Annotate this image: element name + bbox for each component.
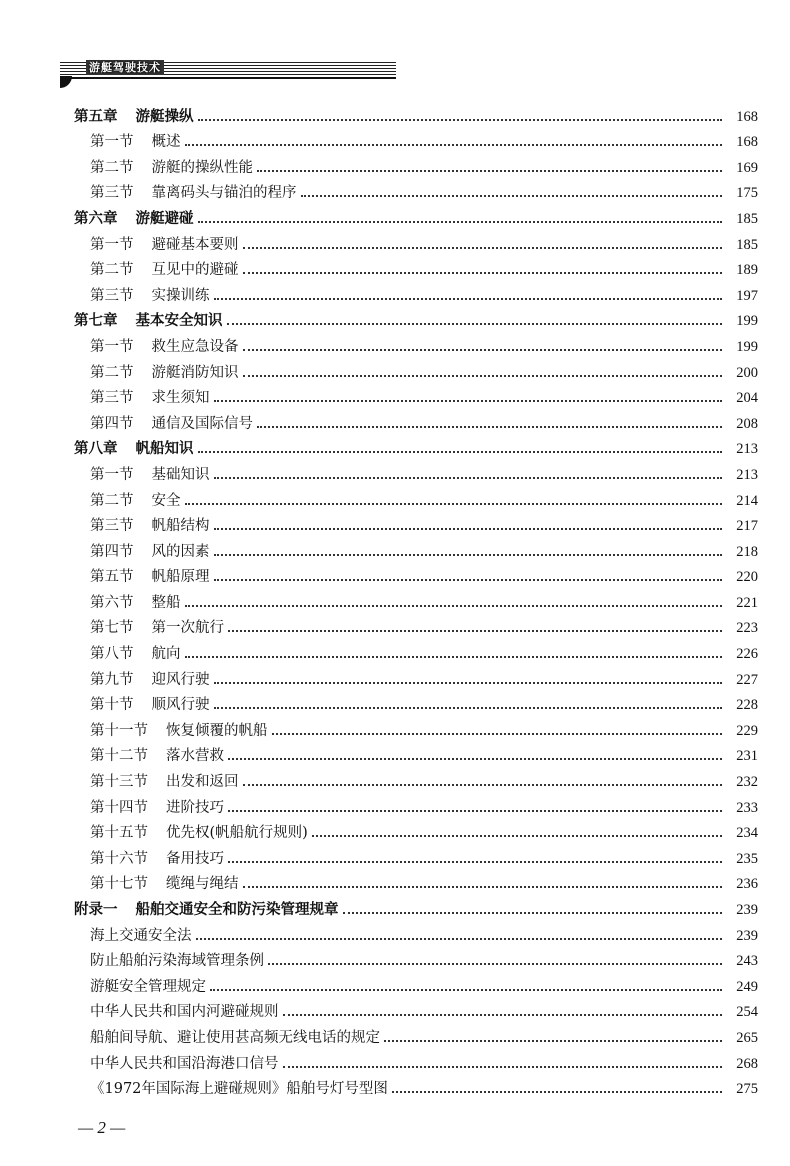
toc-page-number: 208 — [736, 415, 758, 432]
toc-leader-dots — [283, 1014, 723, 1016]
toc-entry-label: 第二节 — [90, 262, 134, 279]
toc-leader-dots — [257, 426, 722, 428]
toc-section-row[interactable] — [74, 177, 758, 203]
toc-entry-title: 航向 — [151, 646, 181, 663]
toc-entry-title: 互见中的避碰 — [151, 262, 239, 279]
toc-page-number: 220 — [736, 569, 758, 586]
running-header — [60, 62, 396, 88]
toc-leader-dots — [392, 1091, 722, 1093]
toc-page-number: 228 — [736, 697, 758, 714]
toc-page-number: 235 — [736, 850, 758, 867]
toc-entry-title: 基本安全知识 — [135, 312, 223, 330]
toc-entry-title: 通信及国际信号 — [151, 415, 253, 432]
toc-entry-label: 第十三节 — [90, 774, 148, 791]
toc-entry-title: 第一次航行 — [151, 620, 224, 637]
toc-entry-title: 概述 — [151, 134, 181, 151]
toc-page-number: 197 — [736, 287, 758, 304]
toc-entry-title: 游艇避碰 — [135, 209, 194, 227]
toc-page-number: 232 — [736, 774, 758, 791]
toc-entry-label: 第六节 — [90, 594, 134, 611]
toc-section-row[interactable] — [74, 561, 758, 587]
toc-page-number: 265 — [736, 1029, 758, 1046]
toc-leader-dots — [185, 656, 723, 658]
toc-page-number: 221 — [736, 594, 758, 611]
toc-leader-dots — [214, 477, 723, 479]
toc-section-row[interactable] — [74, 740, 758, 766]
toc-section-row[interactable] — [74, 1073, 758, 1099]
toc-page-number: 227 — [736, 671, 758, 688]
toc-leader-dots — [243, 247, 723, 249]
toc-entry-label: 第一节 — [90, 134, 134, 151]
toc-chapter-row[interactable] — [74, 202, 758, 228]
toc-section-row[interactable] — [74, 151, 758, 177]
toc-entry-title: 整船 — [151, 594, 181, 611]
toc-entry-label: 第三节 — [90, 390, 134, 407]
toc-entry-title: 迎风行驶 — [151, 671, 210, 688]
toc-leader-dots — [228, 758, 722, 760]
toc-entry-label: 第十二节 — [90, 748, 148, 765]
toc-section-row[interactable] — [74, 458, 758, 484]
toc-entry-label: 第六章 — [74, 209, 118, 227]
toc-section-row[interactable] — [74, 714, 758, 740]
toc-entry-title: 《1972年国际海上避碰规则》船舶号灯号型图 — [90, 1081, 388, 1098]
toc-entry-title: 海上交通安全法 — [90, 927, 192, 944]
toc-page-number: 275 — [736, 1081, 758, 1098]
toc-section-row[interactable] — [74, 791, 758, 817]
toc-leader-dots — [214, 554, 723, 556]
toc-section-row[interactable] — [74, 356, 758, 382]
toc-chapter-row[interactable] — [74, 305, 758, 331]
toc-page-number: 168 — [736, 108, 758, 125]
toc-leader-dots — [228, 630, 722, 632]
toc-section-row[interactable] — [74, 970, 758, 996]
toc-entry-title: 风的因素 — [151, 543, 210, 560]
toc-leader-dots — [301, 195, 723, 197]
toc-section-row[interactable] — [74, 689, 758, 715]
toc-entry-title: 基础知识 — [151, 466, 210, 483]
toc-leader-dots — [185, 144, 723, 146]
toc-entry-title: 帆船知识 — [135, 440, 194, 458]
toc-entry-title: 游艇安全管理规定 — [90, 978, 206, 995]
toc-section-row[interactable] — [74, 126, 758, 152]
toc-entry-title: 优先权(帆船航行规则) — [166, 825, 308, 842]
toc-entry-label: 第五章 — [74, 107, 118, 125]
header-rule — [60, 77, 396, 79]
toc-leader-dots — [257, 170, 722, 172]
toc-leader-dots — [185, 503, 723, 505]
toc-entry-title: 安全 — [151, 492, 181, 509]
toc-leader-dots — [227, 323, 723, 325]
page-number: — 2 — — [78, 1118, 126, 1137]
toc-page-number: 214 — [736, 492, 758, 509]
toc-entry-label: 第一节 — [90, 338, 134, 355]
toc-page-number: 243 — [736, 953, 758, 970]
toc-page-number: 268 — [736, 1055, 758, 1072]
toc-page-number: 199 — [736, 338, 758, 355]
toc-section-row[interactable] — [74, 535, 758, 561]
toc-leader-dots — [214, 579, 723, 581]
toc-entry-label: 第十节 — [90, 697, 134, 714]
toc-entry-label: 第十四节 — [90, 799, 148, 816]
toc-leader-dots — [210, 989, 722, 991]
toc-page-number: 229 — [736, 722, 758, 739]
toc-section-row[interactable] — [74, 663, 758, 689]
header-wedge-ornament — [60, 76, 72, 88]
toc-entry-title: 落水营救 — [166, 748, 224, 765]
toc-page-number: 200 — [736, 364, 758, 381]
toc-entry-label: 第三节 — [90, 518, 134, 535]
toc-section-row[interactable] — [74, 996, 758, 1022]
toc-entry-title: 救生应急设备 — [151, 338, 239, 355]
toc-entry-label: 第五节 — [90, 569, 134, 586]
toc-page-number: 218 — [736, 543, 758, 560]
toc-entry-title: 出发和返回 — [166, 774, 239, 791]
toc-leader-dots — [214, 400, 723, 402]
toc-leader-dots — [214, 682, 723, 684]
toc-entry-label: 第四节 — [90, 415, 134, 432]
toc-page-number: 236 — [736, 876, 758, 893]
toc-entry-label: 第十一节 — [90, 722, 148, 739]
toc-leader-dots — [196, 938, 723, 940]
toc-page-number: 204 — [736, 390, 758, 407]
toc-leader-dots — [228, 861, 722, 863]
toc-page-number: 239 — [736, 927, 758, 944]
toc-entry-label: 第三节 — [90, 287, 134, 304]
toc-entry-label: 第十六节 — [90, 850, 148, 867]
toc-leader-dots — [243, 349, 723, 351]
toc-entry-label: 第七章 — [74, 312, 118, 330]
toc-entry-title: 帆船结构 — [151, 518, 210, 535]
toc-entry-title: 帆船原理 — [151, 569, 210, 586]
toc-leader-dots — [214, 298, 723, 300]
toc-entry-title: 顺风行驶 — [151, 697, 210, 714]
toc-leader-dots — [283, 1066, 723, 1068]
toc-entry-title: 游艇的操纵性能 — [151, 159, 253, 176]
toc-page-number: 223 — [736, 620, 758, 637]
toc-section-row[interactable] — [74, 1047, 758, 1073]
toc-leader-dots — [243, 375, 723, 377]
toc-entry-label: 第八章 — [74, 440, 118, 458]
toc-entry-label: 第二节 — [90, 492, 134, 509]
toc-entry-title: 备用技巧 — [166, 850, 224, 867]
toc-entry-title: 进阶技巧 — [166, 799, 224, 816]
toc-leader-dots — [268, 963, 722, 965]
toc-section-row[interactable] — [74, 945, 758, 971]
toc-section-row[interactable] — [74, 330, 758, 356]
toc-section-row[interactable] — [74, 1021, 758, 1047]
toc-page-number: 234 — [736, 825, 758, 842]
toc-entry-title: 求生须知 — [151, 390, 210, 407]
toc-entry-label: 第一节 — [90, 236, 134, 253]
toc-entry-title: 实操训练 — [151, 287, 210, 304]
toc-entry-label: 第十七节 — [90, 876, 148, 893]
toc-section-row[interactable] — [74, 228, 758, 254]
toc-section-row[interactable] — [74, 510, 758, 536]
toc-section-row[interactable] — [74, 484, 758, 510]
toc-leader-dots — [214, 707, 723, 709]
toc-entry-label: 第四节 — [90, 543, 134, 560]
toc-entry-label: 第十五节 — [90, 825, 148, 842]
toc-page-number: 226 — [736, 646, 758, 663]
toc-entry-title: 恢复倾覆的帆船 — [166, 722, 268, 739]
toc-leader-dots — [243, 784, 723, 786]
toc-section-row[interactable] — [74, 586, 758, 612]
toc-section-row[interactable] — [74, 382, 758, 408]
toc-entry-title: 游艇操纵 — [135, 107, 194, 125]
toc-chapter-row[interactable] — [74, 100, 758, 126]
toc-entry-label: 附录一 — [74, 901, 118, 918]
toc-leader-dots — [228, 810, 722, 812]
toc-section-row[interactable] — [74, 407, 758, 433]
toc-leader-dots — [198, 119, 723, 121]
toc-chapter-row[interactable] — [74, 433, 758, 459]
toc-leader-dots — [384, 1040, 722, 1042]
toc-section-row[interactable] — [74, 842, 758, 868]
toc-entry-label: 第一节 — [90, 466, 134, 483]
toc-page-number: 239 — [736, 902, 758, 918]
running-header-title: 游艇驾驶技术 — [86, 60, 164, 75]
toc-leader-dots — [198, 451, 723, 453]
toc-entry-title: 靠离码头与锚泊的程序 — [151, 185, 297, 202]
toc-page-number: 168 — [736, 134, 758, 151]
toc-section-row[interactable] — [74, 637, 758, 663]
toc-page-number: 189 — [736, 262, 758, 279]
toc-section-row[interactable] — [74, 919, 758, 945]
toc-page-number: 213 — [736, 466, 758, 483]
toc-leader-dots — [214, 528, 723, 530]
toc-entry-title: 船舶交通安全和防污染管理规章 — [135, 901, 339, 918]
table-of-contents — [74, 100, 758, 1098]
toc-leader-dots — [198, 221, 723, 223]
toc-leader-dots — [243, 886, 723, 888]
toc-section-row[interactable] — [74, 817, 758, 843]
toc-leader-dots — [243, 272, 723, 274]
toc-page-number: 254 — [736, 1004, 758, 1021]
toc-page-number: 249 — [736, 978, 758, 995]
toc-entry-title: 游艇消防知识 — [151, 364, 239, 381]
toc-section-row[interactable] — [74, 765, 758, 791]
toc-page-number: 185 — [736, 210, 758, 227]
toc-page-number: 169 — [736, 159, 758, 176]
toc-entry-title: 缆绳与绳结 — [166, 876, 239, 893]
toc-entry-title: 防止船舶污染海域管理条例 — [90, 953, 264, 970]
toc-chapter-row[interactable] — [74, 893, 758, 919]
toc-leader-dots — [185, 605, 723, 607]
toc-page-number: 185 — [736, 236, 758, 253]
toc-entry-label: 第七节 — [90, 620, 134, 637]
toc-leader-dots — [343, 912, 723, 914]
toc-section-row[interactable] — [74, 254, 758, 280]
toc-page-number: 233 — [736, 799, 758, 816]
toc-leader-dots — [272, 733, 723, 735]
toc-page-number: 217 — [736, 518, 758, 535]
toc-entry-label: 第八节 — [90, 646, 134, 663]
toc-leader-dots — [312, 835, 722, 837]
toc-entry-label: 第二节 — [90, 364, 134, 381]
toc-entry-title: 避碰基本要则 — [151, 236, 239, 253]
toc-entry-title: 船舶间导航、避让使用甚高频无线电话的规定 — [90, 1029, 380, 1046]
toc-section-row[interactable] — [74, 612, 758, 638]
toc-page-number: 213 — [736, 441, 758, 458]
toc-section-row[interactable] — [74, 279, 758, 305]
toc-page-number: 231 — [736, 748, 758, 765]
toc-page-number: 199 — [736, 313, 758, 330]
toc-entry-label: 第九节 — [90, 671, 134, 688]
toc-section-row[interactable] — [74, 868, 758, 894]
toc-page-number: 175 — [736, 185, 758, 202]
toc-entry-label: 第二节 — [90, 159, 134, 176]
toc-entry-title: 中华人民共和国沿海港口信号 — [90, 1055, 279, 1072]
toc-entry-title: 中华人民共和国内河避碰规则 — [90, 1004, 279, 1021]
toc-entry-label: 第三节 — [90, 185, 134, 202]
